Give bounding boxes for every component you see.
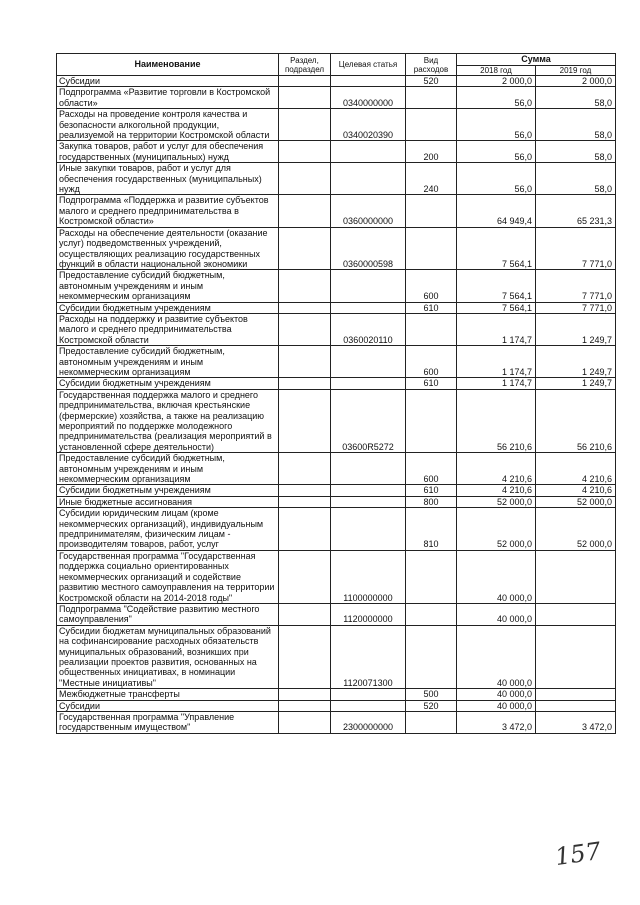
cell-target: 0360020110 [331, 313, 406, 345]
cell-section [279, 346, 331, 378]
header-kind: Вид расходов [406, 54, 457, 76]
table-body [57, 76, 616, 734]
cell-2019: 58,0 [536, 109, 616, 141]
cell-name: Государственная программа "Управление государственным имуществом" [57, 711, 279, 733]
table-row [57, 485, 616, 496]
cell-name: Субсидии [57, 76, 279, 87]
cell-name: Подпрограмма "Содействие развитию местного самоуправления" [57, 603, 279, 625]
cell-2018: 1 174,7 [457, 346, 536, 378]
cell-kind: 610 [406, 378, 457, 389]
cell-section [279, 711, 331, 733]
cell-2019: 2 000,0 [536, 76, 616, 87]
cell-section [279, 550, 331, 603]
page-number: 157 [553, 836, 603, 872]
cell-target [331, 270, 406, 302]
cell-target [331, 453, 406, 485]
cell-2018: 64 949,4 [457, 195, 536, 227]
cell-kind: 600 [406, 346, 457, 378]
cell-2019 [536, 550, 616, 603]
cell-target [331, 163, 406, 195]
cell-2018: 40 000,0 [457, 603, 536, 625]
cell-2019 [536, 603, 616, 625]
cell-2018: 40 000,0 [457, 625, 536, 688]
table-row [57, 227, 616, 270]
cell-section [279, 378, 331, 389]
cell-kind [406, 227, 457, 270]
cell-2018: 7 564,1 [457, 270, 536, 302]
cell-kind [406, 550, 457, 603]
table-row [57, 550, 616, 603]
cell-target: 0340020390 [331, 109, 406, 141]
cell-name: Расходы на поддержку и развитие субъектов малого и среднего предпринимательства Костромской области [57, 313, 279, 345]
table-row [57, 76, 616, 87]
cell-target [331, 689, 406, 700]
cell-2019: 1 249,7 [536, 378, 616, 389]
cell-2019 [536, 689, 616, 700]
cell-target: 1100000000 [331, 550, 406, 603]
cell-2019: 58,0 [536, 141, 616, 163]
table-row [57, 508, 616, 551]
cell-target [331, 346, 406, 378]
cell-target [331, 485, 406, 496]
cell-2019: 4 210,6 [536, 485, 616, 496]
cell-2018: 40 000,0 [457, 550, 536, 603]
cell-2019: 7 771,0 [536, 302, 616, 313]
cell-section [279, 76, 331, 87]
cell-section [279, 389, 331, 452]
cell-target: 1120000000 [331, 603, 406, 625]
header-name: Наименование [57, 54, 279, 76]
table-row [57, 711, 616, 733]
cell-target [331, 700, 406, 711]
cell-2018: 56,0 [457, 87, 536, 109]
cell-kind [406, 625, 457, 688]
cell-target [331, 378, 406, 389]
cell-2018: 2 000,0 [457, 76, 536, 87]
cell-2018: 7 564,1 [457, 302, 536, 313]
cell-2018: 56 210,6 [457, 389, 536, 452]
cell-section [279, 302, 331, 313]
cell-section [279, 625, 331, 688]
cell-kind [406, 195, 457, 227]
cell-target [331, 141, 406, 163]
cell-kind: 610 [406, 302, 457, 313]
cell-2019: 1 249,7 [536, 313, 616, 345]
table-row [57, 87, 616, 109]
cell-name: Предоставление субсидий бюджетным, автономным учреждениям и иным некоммерческим организациям [57, 346, 279, 378]
header-target: Целевая статья [331, 54, 406, 76]
cell-2018: 52 000,0 [457, 496, 536, 507]
cell-name: Межбюджетные трансферты [57, 689, 279, 700]
cell-kind: 240 [406, 163, 457, 195]
cell-section [279, 485, 331, 496]
cell-section [279, 453, 331, 485]
cell-2019: 3 472,0 [536, 711, 616, 733]
cell-kind [406, 313, 457, 345]
cell-2019: 65 231,3 [536, 195, 616, 227]
cell-kind: 520 [406, 700, 457, 711]
cell-2018: 56,0 [457, 163, 536, 195]
table-row [57, 109, 616, 141]
cell-name: Расходы на обеспечение деятельности (оказание услуг) подведомственных учреждений, осуществляющих реализацию государственных функций в области национальной экономики [57, 227, 279, 270]
cell-name: Субсидии [57, 700, 279, 711]
cell-2019: 58,0 [536, 87, 616, 109]
cell-kind: 610 [406, 485, 457, 496]
cell-kind [406, 711, 457, 733]
cell-name: Государственная программа "Государственная поддержка социально ориентированных некоммерческих организаций и содействие развитию местного самоуправления на территории Костромской области на 2014-2018 годы" [57, 550, 279, 603]
cell-kind: 600 [406, 270, 457, 302]
cell-2019: 58,0 [536, 163, 616, 195]
cell-section [279, 87, 331, 109]
cell-kind: 600 [406, 453, 457, 485]
cell-name: Субсидии юридическим лицам (кроме некоммерческих организаций), индивидуальным предпринимателям, физическим лицам - производителям товаров, работ, услуг [57, 508, 279, 551]
table-row [57, 163, 616, 195]
cell-target [331, 496, 406, 507]
table-row [57, 270, 616, 302]
cell-kind: 810 [406, 508, 457, 551]
cell-name: Предоставление субсидий бюджетным, автономным учреждениям и иным некоммерческим организациям [57, 453, 279, 485]
table-row [57, 378, 616, 389]
cell-kind [406, 87, 457, 109]
cell-2019: 7 771,0 [536, 270, 616, 302]
table-row [57, 496, 616, 507]
table-row [57, 603, 616, 625]
cell-name: Закупка товаров, работ и услуг для обеспечения государственных (муниципальных) нужд [57, 141, 279, 163]
table-row [57, 141, 616, 163]
cell-2018: 40 000,0 [457, 689, 536, 700]
cell-2019 [536, 700, 616, 711]
cell-section [279, 227, 331, 270]
cell-2019: 52 000,0 [536, 496, 616, 507]
cell-target [331, 76, 406, 87]
cell-target: 1120071300 [331, 625, 406, 688]
cell-section [279, 496, 331, 507]
cell-2019 [536, 625, 616, 688]
table-row [57, 313, 616, 345]
cell-2018: 1 174,7 [457, 378, 536, 389]
cell-section [279, 603, 331, 625]
table-row [57, 625, 616, 688]
cell-kind: 520 [406, 76, 457, 87]
cell-name: Субсидии бюджетам муниципальных образований на софинансирование расходных обязательств муниципальных образований, возникших при реализации проектов развития, основанных на общественных инициативах, в номинации "Местные инициативы" [57, 625, 279, 688]
cell-kind [406, 389, 457, 452]
cell-target [331, 508, 406, 551]
cell-target: 03600R5272 [331, 389, 406, 452]
cell-2019: 52 000,0 [536, 508, 616, 551]
header-section: Раздел, подраздел [279, 54, 331, 76]
cell-2018: 4 210,6 [457, 485, 536, 496]
cell-2018: 1 174,7 [457, 313, 536, 345]
cell-2018: 4 210,6 [457, 453, 536, 485]
cell-section [279, 195, 331, 227]
cell-2019: 4 210,6 [536, 453, 616, 485]
header-2018: 2018 год [457, 66, 536, 76]
cell-kind [406, 603, 457, 625]
table-row [57, 700, 616, 711]
cell-2018: 3 472,0 [457, 711, 536, 733]
header-sum: Сумма [457, 54, 616, 66]
cell-name: Государственная поддержка малого и среднего предпринимательства, включая крестьянские (фермерские) хозяйства, а также на реализацию мероприятий по поддержке молодежного предпринимательства (реализация мероприятий в установленной сфере деятельности) [57, 389, 279, 452]
cell-target: 0360000000 [331, 195, 406, 227]
cell-target [331, 302, 406, 313]
table-row [57, 689, 616, 700]
cell-kind: 500 [406, 689, 457, 700]
table-row [57, 195, 616, 227]
cell-target: 2300000000 [331, 711, 406, 733]
cell-section [279, 109, 331, 141]
cell-name: Подпрограмма «Поддержка и развитие субъектов малого и среднего предпринимательства в Костромской области» [57, 195, 279, 227]
budget-sheet [56, 53, 615, 734]
table-row [57, 302, 616, 313]
cell-name: Предоставление субсидий бюджетным, автономным учреждениям и иным некоммерческим организациям [57, 270, 279, 302]
cell-2018: 40 000,0 [457, 700, 536, 711]
cell-2018: 52 000,0 [457, 508, 536, 551]
cell-section [279, 689, 331, 700]
cell-2018: 56,0 [457, 109, 536, 141]
cell-2018: 56,0 [457, 141, 536, 163]
cell-name: Иные бюджетные ассигнования [57, 496, 279, 507]
cell-section [279, 270, 331, 302]
cell-2019: 1 249,7 [536, 346, 616, 378]
cell-name: Субсидии бюджетным учреждениям [57, 302, 279, 313]
table-row [57, 389, 616, 452]
table-row [57, 346, 616, 378]
cell-name: Субсидии бюджетным учреждениям [57, 378, 279, 389]
cell-kind: 800 [406, 496, 457, 507]
cell-2018: 7 564,1 [457, 227, 536, 270]
header-2019: 2019 год [536, 66, 616, 76]
cell-section [279, 141, 331, 163]
cell-kind: 200 [406, 141, 457, 163]
cell-name: Подпрограмма «Развитие торговли в Костромской области» [57, 87, 279, 109]
budget-table [56, 53, 616, 734]
cell-section [279, 163, 331, 195]
cell-target: 0360000598 [331, 227, 406, 270]
cell-kind [406, 109, 457, 141]
cell-section [279, 700, 331, 711]
cell-target: 0340000000 [331, 87, 406, 109]
cell-2019: 56 210,6 [536, 389, 616, 452]
cell-section [279, 313, 331, 345]
cell-name: Иные закупки товаров, работ и услуг для обеспечения государственных (муниципальных) нужд [57, 163, 279, 195]
cell-name: Субсидии бюджетным учреждениям [57, 485, 279, 496]
cell-name: Расходы на проведение контроля качества и безопасности алкогольной продукции, реализуемой на территории Костромской области [57, 109, 279, 141]
cell-section [279, 508, 331, 551]
cell-2019: 7 771,0 [536, 227, 616, 270]
table-row [57, 453, 616, 485]
